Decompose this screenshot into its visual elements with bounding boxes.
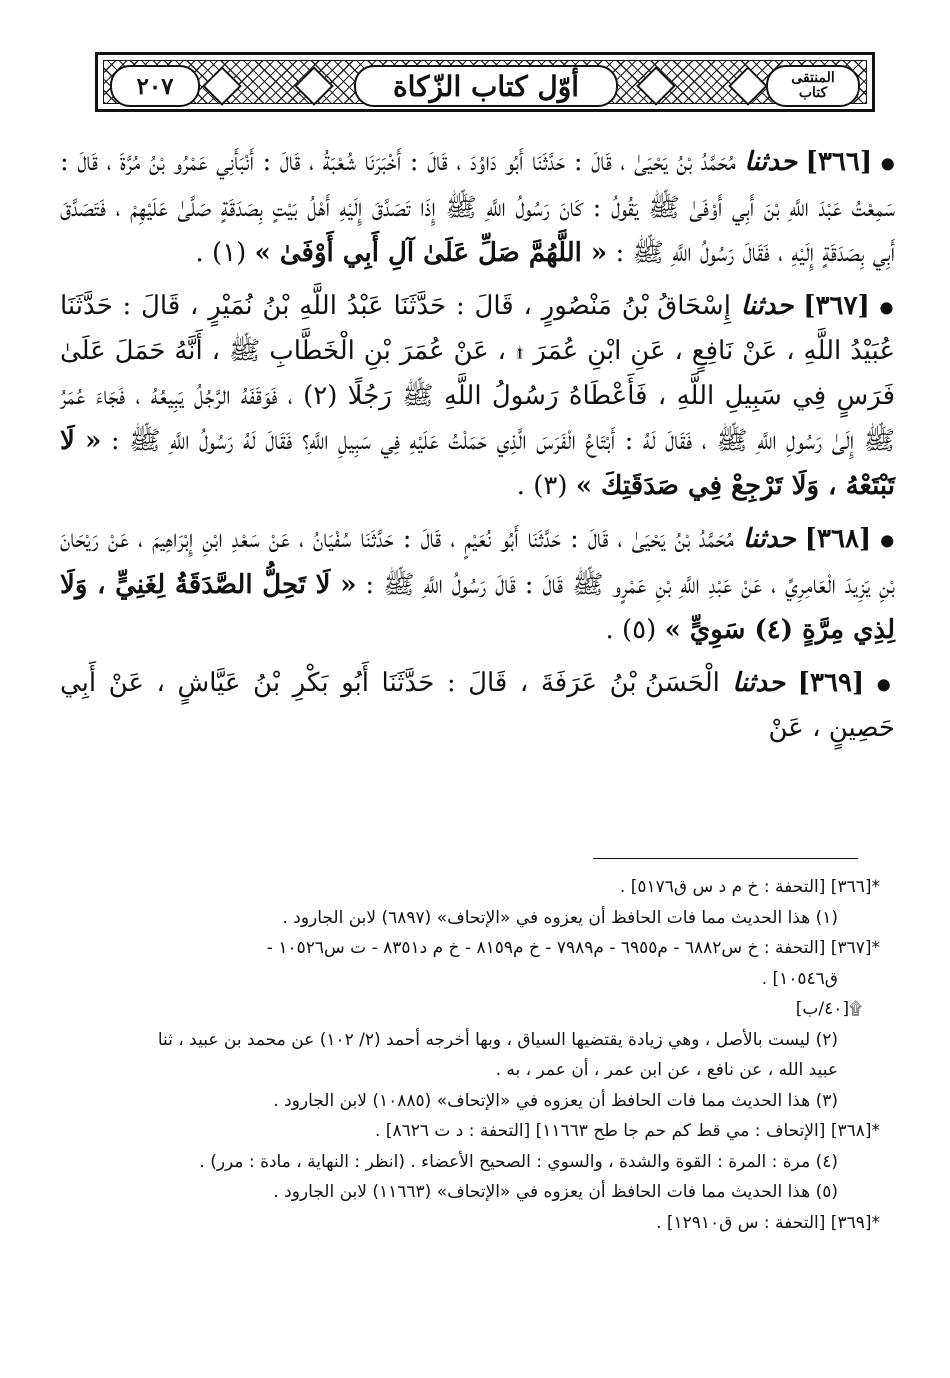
hadith-367 bbox=[60, 284, 895, 510]
page-header bbox=[95, 52, 875, 112]
diamond-ornament-icon bbox=[202, 66, 242, 106]
hadith-369 bbox=[60, 661, 895, 752]
hadith-opening: حدثنا bbox=[732, 667, 786, 698]
bullet-icon: ● bbox=[876, 674, 896, 693]
bullet-icon: ● bbox=[879, 297, 896, 316]
hadith-ending: (١) . bbox=[195, 237, 247, 268]
hadith-opening: حدثنا bbox=[742, 524, 796, 554]
footnote-line: *[٣٦٦] [التحفة : خ م د س ق٥١٧٦] . bbox=[619, 877, 880, 897]
chapter-title: أوّل كتاب الزّكاة bbox=[354, 65, 618, 107]
logo-line-2: كتاب bbox=[798, 85, 828, 101]
footnote-line: *[٣٦٩] [التحفة : س ق١٢٩١٠] . bbox=[656, 1212, 880, 1233]
footnote-line: (٣) هذا الحديث مما فات الحافظ أن يعزوه في «الإتحاف» (١٠٨٨٥) لابن الجارود . bbox=[273, 1090, 838, 1111]
footnote-line: (٥) هذا الحديث مما فات الحافظ أن يعزوه في «الإتحاف» (١١٦٦٣) لابن الجارود . bbox=[273, 1182, 838, 1202]
hadith-matn: « اللَّهُمَّ صَلِّ عَلَىٰ آلِ أَبِي أَوْفَىٰ » bbox=[254, 237, 608, 268]
hadith-matn: « لَا تَبْتَعْهُ ، وَلَا تَرْجِعْ فِي صَدَقَتِكَ » bbox=[60, 426, 895, 501]
hadith-number: [٣٦٧] bbox=[803, 290, 870, 321]
footnote-line: (١) هذا الحديث مما فات الحافظ أن يعزوه في «الإتحاف» (٦٨٩٧) لابن الجارود . bbox=[282, 907, 838, 928]
hadith-matn: « لَا تَحِلُّ الصَّدَقَةُ لِغَنِيٍّ ، وَلَا لِذِي مِرَّةٍ (٤) سَوِيٍّ » bbox=[60, 569, 895, 645]
hadith-text: إِسْحَاقُ بْنُ مَنْصُورٍ ، قَالَ : حَدَّثَنَا عَبْدُ اللَّهِ بْنُ نُمَيْرٍ ، قَالَ : حَدَّثَنَا عُبَيْدُ اللَّهِ ، عَنْ نَافِعٍ ، عَنِ ابْنِ عُمَرَ ۩ ، عَنْ عُمَرَ بْنِ الْخَطَّابِ ﷺ ، أَنَّهُ حَمَلَ عَلَىٰ فَرَسٍ فِي سَبِيلِ اللَّهِ ، فَأَعْطَاهُ رَسُولُ اللَّهِ ﷺ رَجُلًا (٢) ، فَوَقَفَهُ الرَّجُلُ يَبِيعُهُ ، فَجَاءَ عُمَرُ ﷺ إِلَىٰ رَسُولِ اللَّهِ ﷺ ، فَقَالَ لَهُ : أَبْتَاعُ الْفَرَسَ الَّذِي حَمَلْتُ عَلَيْهِ فِي سَبِيلِ اللَّهِ؟ فَقَالَ لَهُ رَسُولُ اللَّهِ ﷺ : bbox=[60, 290, 896, 456]
hadith-ending: (٣) . bbox=[516, 471, 568, 501]
hadith-368 bbox=[60, 517, 895, 653]
logo-line-1: المنتقى bbox=[791, 70, 835, 86]
hadith-number: [٣٦٦] bbox=[805, 147, 873, 177]
footnote-line: (٢) ليست بالأصل ، وهي زيادة يقتضيها السياق ، وبها أخرجه أحمد (٢/ ١٠٢) عن محمد بن عبيد ، ثنا bbox=[157, 1029, 838, 1050]
hadith-number: [٣٦٨] bbox=[804, 524, 872, 554]
footnote-line: ۩[٤٠/ب] bbox=[795, 999, 862, 1019]
diamond-ornament-icon bbox=[728, 66, 768, 106]
hadith-opening: حدثنا bbox=[744, 147, 798, 177]
diamond-ornament-icon bbox=[294, 66, 334, 106]
book-logo bbox=[766, 65, 860, 107]
hadith-text: الْحَسَنُ بْنُ عَرَفَةَ ، قَالَ : حَدَّثَنَا أَبُو بَكْرِ بْنُ عَيَّاشٍ ، عَنْ أَبِي حَصِينٍ ، عَنْ bbox=[60, 667, 895, 743]
bullet-icon: ● bbox=[880, 153, 896, 173]
hadith-ending: (٥) . bbox=[605, 614, 657, 645]
footnotes bbox=[70, 872, 880, 1238]
footnote-line: *[٣٦٧] [التحفة : خ س٦٨٨٢ - م٦٩٥٥ - م٧٩٨٩ - خ م٨١٥٩ - خ م د٨٣٥١ - ت س١٠٥٢٦ - bbox=[266, 938, 880, 958]
footnote-line: ق١٠٥٤٦] . bbox=[761, 968, 838, 989]
hadith-366 bbox=[60, 140, 895, 276]
bullet-icon: ● bbox=[880, 530, 896, 550]
hadith-number: [٣٦٩] bbox=[797, 667, 865, 698]
footnote-line: *[٣٦٨] [الإتحاف : مي قط كم حم جا طح ١١٦٦٣] [التحفة : د ت ٨٦٢٦] . bbox=[374, 1121, 880, 1141]
footnote-line: عبيد الله ، عن نافع ، عن ابن عمر ، أن عمر ، به . bbox=[495, 1060, 838, 1080]
page-number: ٢٠٧ bbox=[110, 65, 200, 107]
footnote-line: (٤) مرة : المرة : القوة والشدة ، والسوي : الصحيح الأعضاء . (انظر : النهاية ، مادة : مرر) . bbox=[199, 1151, 838, 1172]
main-text bbox=[60, 140, 895, 759]
header-pattern bbox=[103, 60, 867, 104]
diamond-ornament-icon bbox=[636, 66, 676, 106]
footnote-separator bbox=[593, 858, 858, 859]
hadith-text: مُحَمَّدُ بْنُ يَحْيَىٰ ، قَالَ : حَدَّثَنَا أَبُو دَاوُدَ ، قَالَ : أَخْبَرَنَا شُعْبَةُ ، قَالَ : أَنْبَأَنِي عَمْرُو بْنُ مُرَّةَ ، قَالَ : سَمِعْتُ عَبْدَ اللَّهِ بْنَ أَبِي أَوْفَىٰ ﷺ يَقُولُ : كَانَ رَسُولُ اللَّهِ ﷺ إِذَا تَصَدَّقَ إِلَيْهِ أَهْلُ بَيْتٍ بِصَدَقَةٍ صَلَّىٰ عَلَيْهِمْ ، فَتَصَدَّقَ أَبِي بِصَدَقَةٍ إِلَيْهِ ، فَقَالَ رَسُولُ اللَّهِ ﷺ : bbox=[60, 147, 895, 268]
hadith-opening: حدثنا bbox=[740, 290, 794, 321]
hadith-text: مُحَمَّدُ بْنُ يَحْيَىٰ ، قَالَ : حَدَّثَنَا أَبُو نُعَيْمٍ ، قَالَ : حَدَّثَنَا سُفْيَانُ ، عَنْ سَعْدِ ابْنِ إِبْرَاهِيمَ ، عَنْ رَيْحَانَ بْنِ يَزِيدَ الْعَامِرِيِّ ، عَنْ عَبْدِ اللَّهِ بْنِ عَمْرٍو ﷺ قَالَ : قَالَ رَسُولُ اللَّهِ ﷺ : bbox=[60, 524, 895, 600]
